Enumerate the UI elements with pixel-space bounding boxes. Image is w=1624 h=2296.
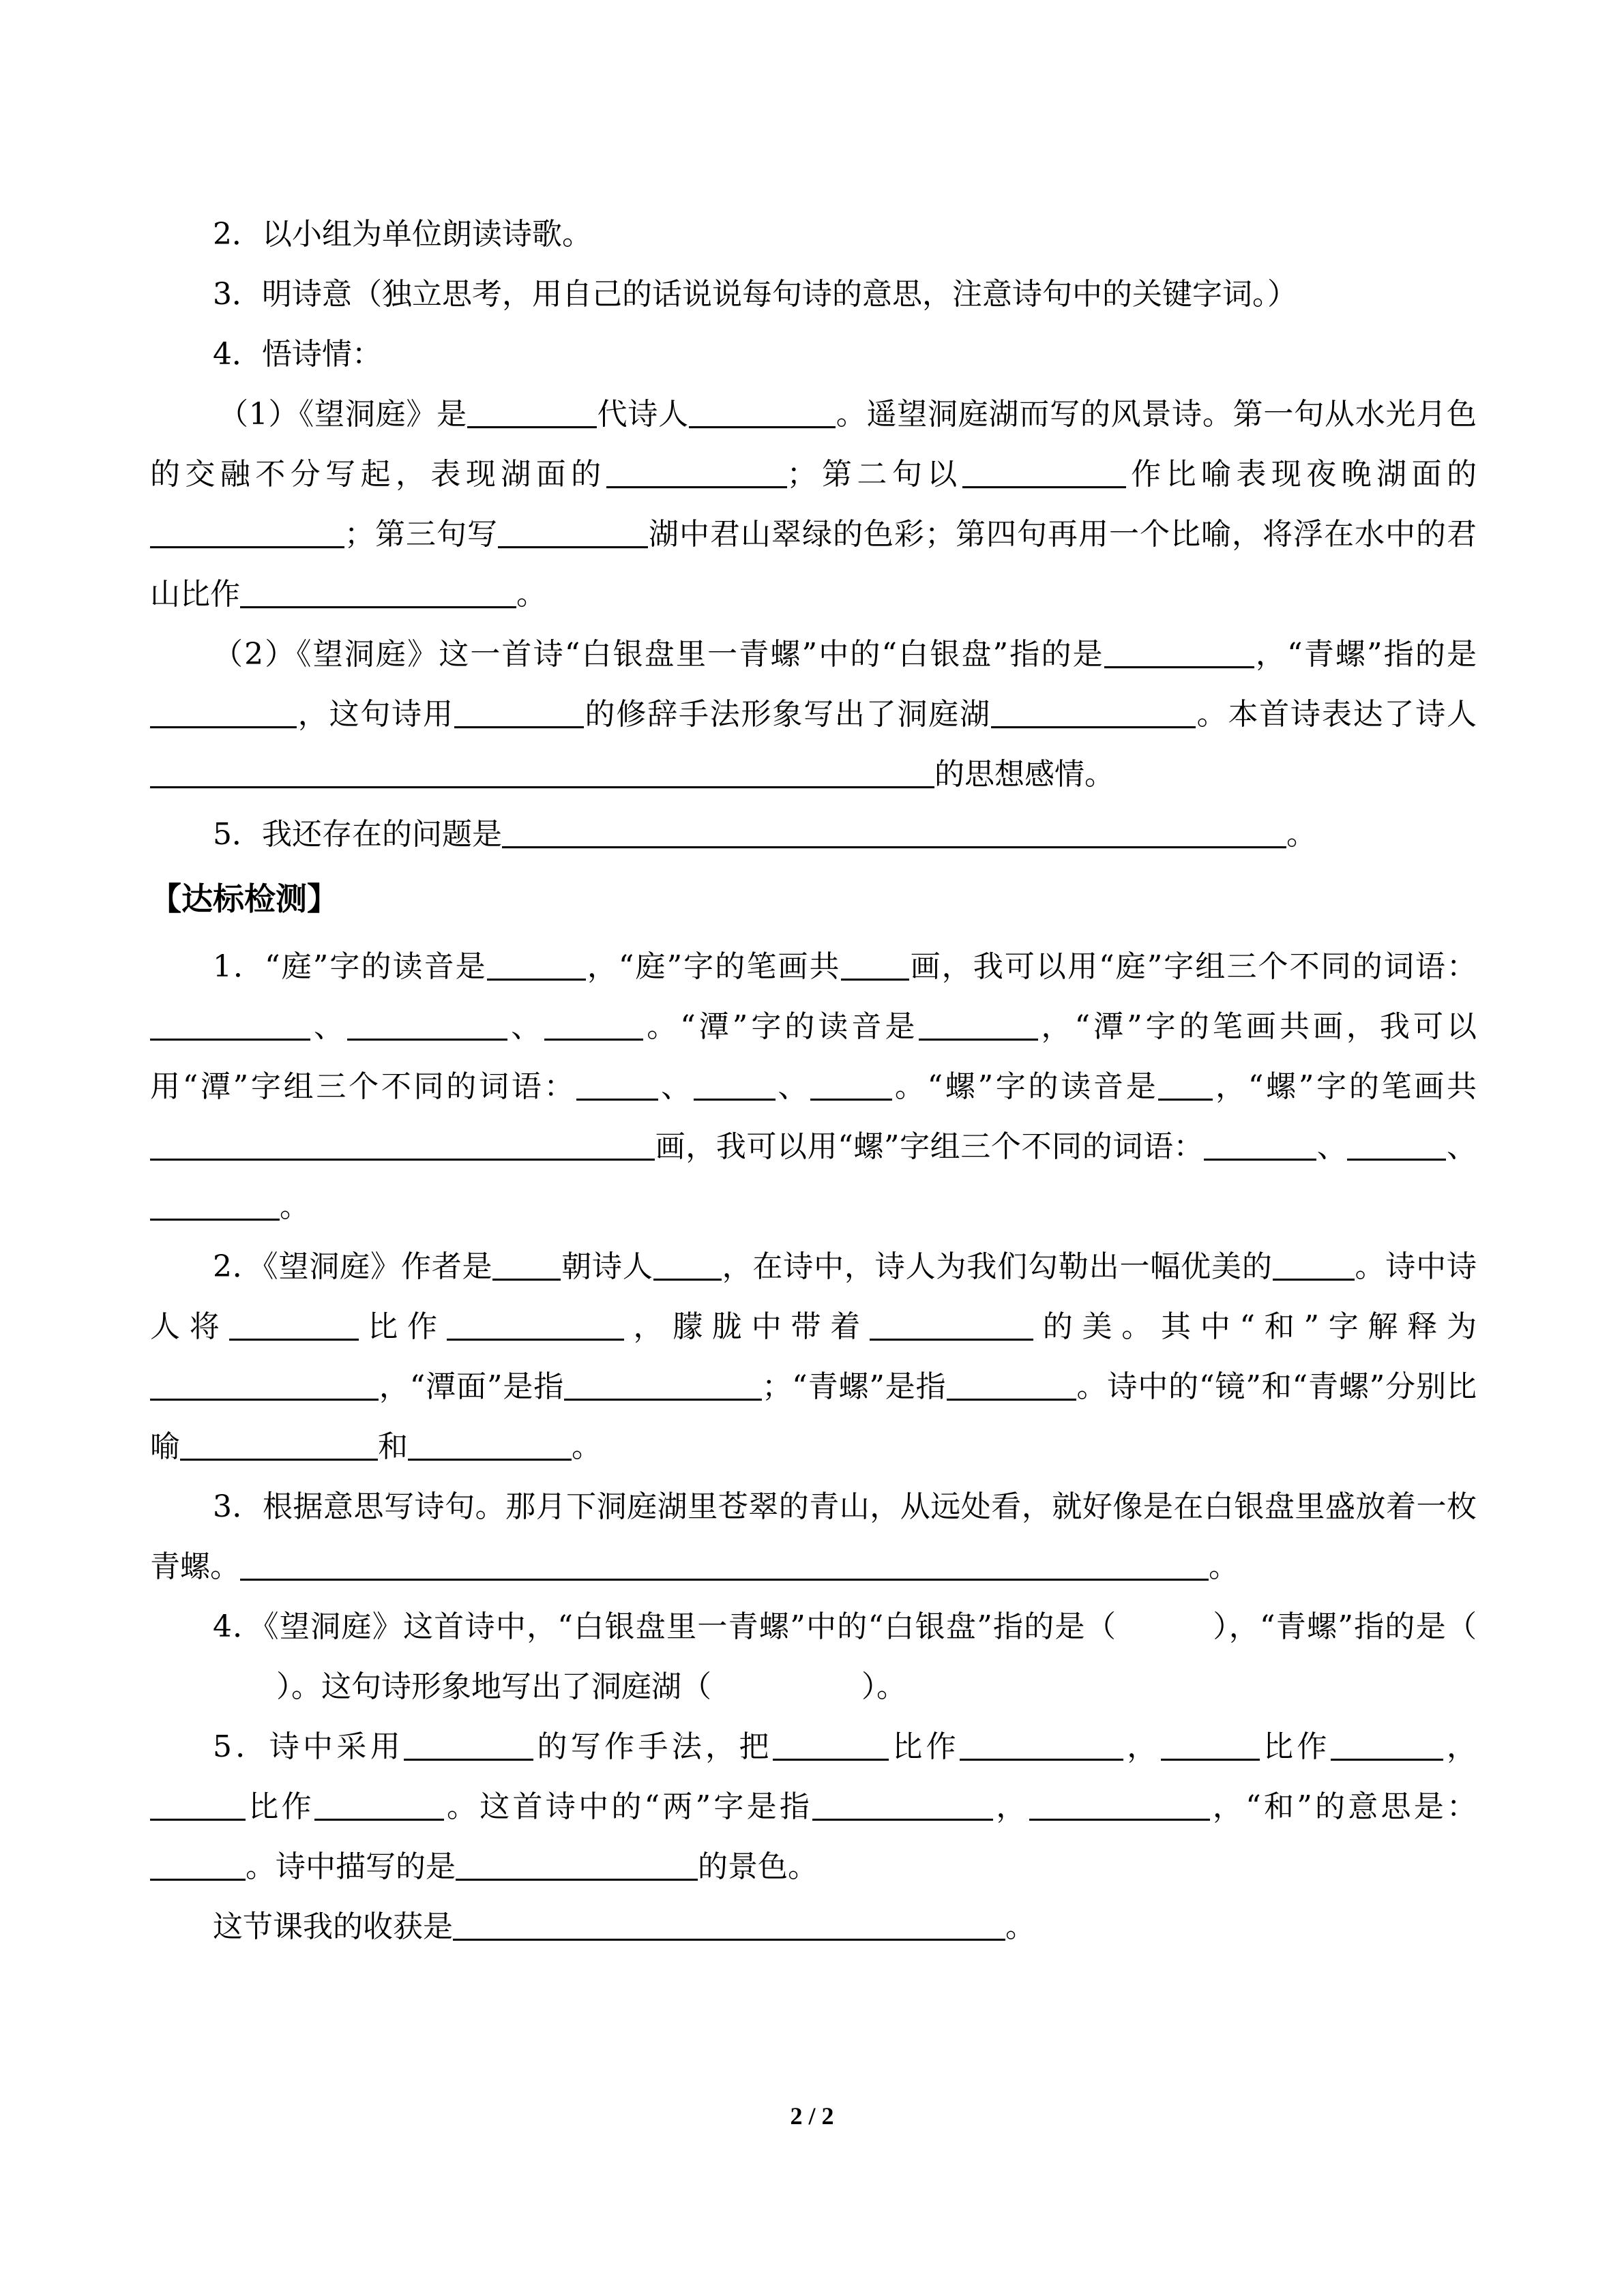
step-4: 4．悟诗情： — [213, 337, 382, 372]
text: 。 — [516, 577, 546, 612]
text: 1．“庭”字的读音是 — [213, 949, 487, 984]
section-title: 【达标检测】 — [150, 880, 338, 917]
blank[interactable] — [962, 456, 1126, 488]
blank[interactable] — [150, 1009, 310, 1041]
text: 、 — [310, 1009, 348, 1044]
blank[interactable] — [564, 1369, 762, 1401]
blank[interactable] — [240, 1549, 1209, 1581]
blank[interactable] — [150, 1369, 379, 1401]
text: 。 — [1209, 1549, 1239, 1584]
blank[interactable] — [544, 1009, 643, 1041]
page-number: 2 / 2 — [790, 2102, 834, 2130]
text: 画，我可以用“庭”字组三个不同的词语： — [909, 949, 1477, 984]
blank[interactable] — [773, 1729, 889, 1761]
blank[interactable] — [1204, 1129, 1316, 1161]
blank[interactable] — [487, 949, 586, 981]
text: 、 — [1316, 1129, 1348, 1164]
blank[interactable] — [947, 1369, 1076, 1401]
text: 、 — [775, 1069, 811, 1104]
blank[interactable] — [447, 1309, 624, 1341]
step-3: 3．明诗意（独立思考，用自己的话说说每句诗的意思，注意诗句中的关键字词。） — [213, 277, 1297, 312]
text: 。诗中的“镜”和“青螺”分别比喻 — [150, 1369, 1477, 1464]
text: 3．根据意思写诗句。那月下洞庭湖里苍翠的青山，从远处看，就好像是在白银盘里盛放着一枚青螺。 — [150, 1489, 1477, 1584]
question-4-2 — [150, 625, 1477, 805]
test-2 — [150, 1237, 1477, 1477]
blank[interactable] — [606, 456, 787, 488]
worksheet-content — [150, 205, 1477, 1957]
text: 湖中君山翠绿的色彩；第四句再用一个比喻，将浮在水中的君山比作 — [150, 517, 1477, 612]
text: 。“潭”字的读音是 — [643, 1009, 919, 1044]
blank[interactable] — [150, 1849, 246, 1881]
blank[interactable] — [812, 1789, 993, 1821]
text: （1）《望洞庭》是 — [218, 397, 467, 432]
text: ）。 — [861, 1669, 906, 1704]
text: 5．我还存在的问题是 — [213, 817, 502, 852]
blank[interactable] — [1104, 636, 1254, 668]
text: ，“潭面”是指 — [379, 1369, 565, 1404]
text: 。 — [1286, 817, 1316, 852]
test-4 — [150, 1597, 1477, 1717]
text: 作比喻表现夜晚湖面的 — [1125, 457, 1477, 492]
blank[interactable] — [404, 1729, 533, 1761]
test-3 — [150, 1477, 1477, 1597]
blank[interactable] — [150, 1129, 655, 1161]
blank[interactable] — [810, 1069, 892, 1101]
blank[interactable] — [841, 949, 909, 981]
text: 。这首诗中的“两”字是指 — [443, 1789, 813, 1824]
text: 、 — [1446, 1129, 1477, 1164]
blank[interactable] — [150, 1189, 280, 1221]
text: ，“青螺”指的是 — [1254, 637, 1477, 672]
text: ），“青螺”指的是（ — [1212, 1609, 1477, 1644]
text: 4．《望洞庭》这首诗中，“白银盘里一青螺”中的“白银盘”指的是（ — [213, 1609, 1117, 1644]
text: 的美。其中“和”字解释为 — [1033, 1309, 1477, 1344]
text: ；第三句写 — [344, 517, 498, 552]
blank[interactable] — [1273, 1249, 1355, 1281]
text: ）。这句诗形象地写出了洞庭湖（ — [276, 1669, 711, 1704]
blank[interactable] — [150, 516, 344, 548]
text: 、 — [507, 1009, 545, 1044]
text: 的景色。 — [698, 1849, 818, 1884]
text: 比作 — [246, 1789, 314, 1824]
text: ，朦胧中带着 — [623, 1309, 870, 1344]
blank[interactable] — [1029, 1789, 1210, 1821]
blank[interactable] — [991, 696, 1196, 728]
blank[interactable] — [229, 1309, 359, 1341]
blank[interactable] — [1161, 1729, 1260, 1761]
blank[interactable] — [453, 1909, 1005, 1941]
text: ，“和”的意思是： — [1209, 1789, 1477, 1824]
text: 画，我可以用“螺”字组三个不同的词语： — [655, 1129, 1205, 1164]
text: ，在诗中，诗人为我们勾勒出一幅优美的 — [721, 1249, 1273, 1284]
blank[interactable] — [314, 1789, 444, 1821]
blank[interactable] — [870, 1309, 1033, 1341]
text: 。诗中描写的是 — [246, 1849, 456, 1884]
text: ；“青螺”是指 — [762, 1369, 947, 1404]
text: ， — [1443, 1729, 1477, 1764]
text: 比作 — [358, 1309, 447, 1344]
blank[interactable] — [240, 576, 516, 608]
test-1 — [150, 937, 1477, 1237]
text: 。 — [572, 1429, 602, 1464]
blank[interactable] — [150, 756, 934, 788]
question-4-1 — [150, 385, 1477, 625]
test-5 — [150, 1717, 1477, 1897]
blank[interactable] — [502, 816, 1286, 848]
blank[interactable] — [960, 1729, 1123, 1761]
text: ；第二句以 — [786, 457, 962, 492]
text: 。诗中诗人将 — [150, 1249, 1477, 1344]
blank[interactable] — [150, 696, 297, 728]
text: 5．诗中采用 — [213, 1729, 404, 1764]
blank[interactable] — [454, 696, 584, 728]
blank[interactable] — [694, 1069, 776, 1101]
blank[interactable] — [180, 1429, 378, 1461]
text: 。 — [1005, 1909, 1035, 1944]
blank[interactable] — [1158, 1069, 1213, 1101]
step-5 — [150, 805, 1477, 865]
text: 和 — [378, 1429, 408, 1464]
blank[interactable] — [1347, 1129, 1446, 1161]
blank[interactable] — [408, 1429, 572, 1461]
text: （2）《望洞庭》这一首诗“白银盘里一青螺”中的“白银盘”指的是 — [213, 637, 1104, 672]
text: ，这句诗用 — [297, 697, 454, 732]
text: 的思想感情。 — [934, 757, 1114, 792]
text: ，“潭”字的笔画共画，我可以用“潭”字组三个不同的词语： — [150, 1009, 1477, 1104]
text: 的修辞手法形象写出了洞庭湖 — [583, 697, 991, 732]
blank[interactable] — [456, 1849, 698, 1881]
blank[interactable] — [150, 1789, 246, 1821]
text: ，“螺”字的笔画共 — [1213, 1069, 1477, 1104]
blank[interactable] — [498, 516, 648, 548]
text: 、 — [658, 1069, 694, 1104]
text: 比作 — [1259, 1729, 1331, 1764]
blank[interactable] — [689, 396, 836, 428]
blank[interactable] — [1331, 1729, 1443, 1761]
text: 。“螺”字的读音是 — [892, 1069, 1159, 1104]
blank[interactable] — [653, 1249, 722, 1281]
text: 的写作手法，把 — [533, 1729, 773, 1764]
text: 2．《望洞庭》作者是 — [213, 1249, 493, 1284]
text: 。本首诗表达了诗人 — [1195, 697, 1477, 732]
text: ， — [993, 1789, 1029, 1824]
blank[interactable] — [347, 1009, 507, 1041]
blank[interactable] — [576, 1069, 658, 1101]
harvest — [150, 1897, 1477, 1957]
blank[interactable] — [919, 1009, 1038, 1041]
blank[interactable] — [467, 396, 597, 428]
text: 。遥望洞庭湖而写的风景诗。第一句从水光月色的交融不分写起，表现湖面的 — [150, 397, 1477, 492]
text: 这节课我的收获是 — [213, 1909, 453, 1944]
text: 比作 — [888, 1729, 960, 1764]
text: ，“庭”字的笔画共 — [585, 949, 841, 984]
text: 朝诗人 — [561, 1249, 653, 1284]
text: ， — [1123, 1729, 1161, 1764]
text: 。 — [280, 1189, 310, 1224]
blank[interactable] — [492, 1249, 561, 1281]
step-2: 2．以小组为单位朗读诗歌。 — [213, 217, 592, 252]
text: 代诗人 — [596, 397, 689, 432]
